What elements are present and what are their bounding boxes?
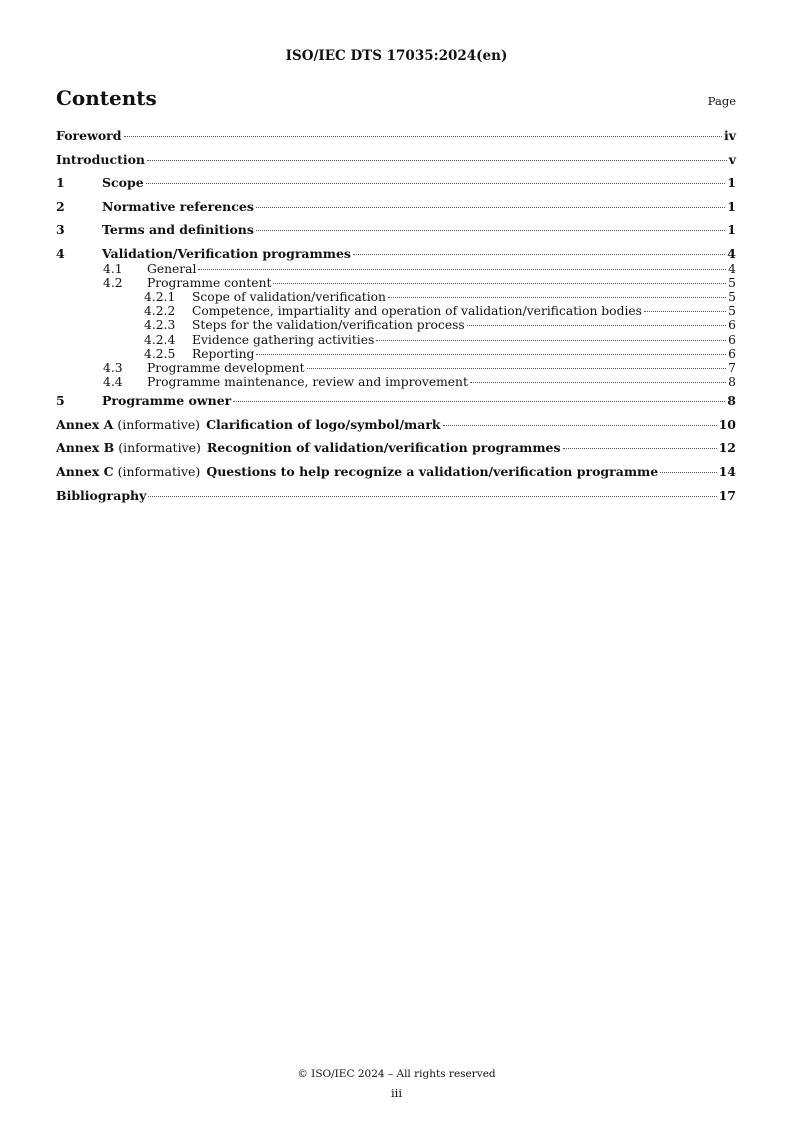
dot-leader [470, 381, 726, 383]
dot-leader [388, 296, 726, 298]
toc-entry-programme-maintenance[interactable] [56, 375, 736, 389]
dot-leader [563, 447, 717, 449]
toc-number: 4.2 [103, 275, 123, 290]
dot-leader [233, 400, 725, 402]
toc-title: Programme development [147, 360, 305, 375]
toc-title: Validation/Verification programmes [102, 245, 351, 261]
dot-leader [256, 206, 725, 208]
contents-title: Contents [56, 86, 157, 110]
toc-entry-reporting[interactable] [56, 347, 736, 361]
dot-leader [273, 282, 726, 284]
dot-leader [256, 229, 725, 231]
toc-entry-bibliography[interactable] [56, 488, 736, 512]
toc-title: Introduction [56, 151, 146, 167]
annex-label: Annex A [56, 416, 114, 432]
toc-title: Recognition of validation/verification programmes [206, 440, 561, 456]
annex-informative: (informative) [117, 416, 201, 432]
toc-page: 5 [728, 304, 736, 319]
dot-leader [467, 324, 726, 326]
dot-leader [660, 471, 716, 473]
dot-leader [443, 424, 717, 426]
toc-page: 6 [728, 346, 736, 361]
toc-title: Scope [102, 175, 144, 191]
document-header: ISO/IEC DTS 17035:2024(en) [285, 48, 508, 64]
toc-page: 5 [728, 289, 736, 304]
toc-number: 4 [56, 245, 65, 261]
annex-informative: (informative) [117, 464, 201, 480]
toc-page: 1 [727, 222, 736, 238]
toc-entry-steps[interactable] [56, 318, 736, 332]
toc-entry-scope-of-validation[interactable] [56, 290, 736, 304]
toc-page: 7 [728, 360, 736, 375]
toc-entry-foreword[interactable] [56, 128, 736, 152]
toc-title: Clarification of logo/symbol/mark [206, 416, 441, 432]
toc-title: Questions to help recognize a validation/verification programme [206, 464, 659, 480]
toc-entry-normative-references[interactable] [56, 199, 736, 223]
dot-leader [376, 339, 726, 341]
toc-page: v [728, 151, 736, 167]
toc-page: 5 [728, 275, 736, 290]
toc-entry-terms-definitions[interactable] [56, 222, 736, 246]
toc-title: Normative references [102, 198, 254, 214]
toc-page: 8 [727, 393, 736, 409]
toc-number: 3 [56, 222, 65, 238]
dot-leader [307, 367, 727, 369]
table-of-contents [56, 128, 736, 511]
toc-title: Steps for the validation/verification process [192, 318, 465, 333]
toc-page: iv [723, 128, 736, 143]
toc-entry-annex-c[interactable] [56, 464, 736, 488]
toc-title: General [147, 261, 197, 276]
toc-title: Bibliography [56, 487, 147, 503]
toc-page: 1 [727, 198, 736, 214]
toc-number: 4.1 [103, 261, 123, 276]
toc-number: 1 [56, 175, 65, 191]
toc-page: 6 [728, 318, 736, 333]
toc-number: 4.2.3 [144, 318, 176, 333]
toc-title: Programme maintenance, review and improvement [147, 375, 468, 390]
toc-page: 1 [727, 175, 736, 191]
annex-informative: (informative) [118, 440, 201, 456]
toc-entry-programme-development[interactable] [56, 361, 736, 375]
toc-number: 4.2.4 [144, 332, 176, 347]
toc-title: Foreword [56, 128, 122, 143]
contents-heading-row [56, 86, 736, 110]
dot-leader [147, 159, 727, 161]
toc-number: 2 [56, 198, 65, 214]
toc-title: Scope of validation/verification [192, 289, 386, 304]
annex-label: Annex B [56, 440, 115, 456]
dot-leader [148, 495, 716, 497]
toc-number: 4.2.1 [144, 289, 176, 304]
toc-entry-competence[interactable] [56, 304, 736, 318]
toc-entry-annex-a[interactable] [56, 417, 736, 441]
dot-leader [198, 268, 726, 270]
toc-entry-scope[interactable] [56, 175, 736, 199]
dot-leader [146, 182, 726, 184]
toc-title: Programme content [147, 275, 272, 290]
page-number: iii [390, 1086, 403, 1100]
toc-page: 8 [728, 375, 736, 390]
toc-page: 17 [718, 487, 736, 503]
dot-leader [353, 253, 725, 255]
toc-title: Evidence gathering activities [192, 332, 375, 347]
toc-page: 14 [718, 464, 736, 480]
toc-number: 4.2.5 [144, 346, 176, 361]
toc-number: 4.3 [103, 360, 123, 375]
toc-page: 6 [728, 332, 736, 347]
toc-number: 4.2.2 [144, 304, 176, 319]
page-column-label: Page [707, 94, 736, 108]
toc-page: 12 [718, 440, 736, 456]
toc-title: Competence, impartiality and operation of validation/verification bodies [192, 304, 642, 319]
toc-entry-introduction[interactable] [56, 152, 736, 176]
toc-title: Programme owner [102, 393, 232, 409]
toc-entry-general[interactable] [56, 262, 736, 276]
toc-title: Terms and definitions [102, 222, 254, 238]
annex-label: Annex C [56, 464, 114, 480]
toc-entry-annex-b[interactable] [56, 440, 736, 464]
toc-entry-programme-content[interactable] [56, 276, 736, 290]
toc-number: 5 [56, 393, 65, 409]
toc-entry-programme-owner[interactable] [56, 393, 736, 417]
copyright-notice: © ISO/IEC 2024 – All rights reserved [297, 1068, 496, 1080]
toc-entry-evidence-gathering[interactable] [56, 333, 736, 347]
dot-leader [644, 310, 726, 312]
dot-leader [124, 135, 722, 137]
dot-leader [256, 353, 726, 355]
toc-number: 4.4 [103, 375, 123, 390]
toc-page: 4 [727, 245, 736, 261]
toc-page: 10 [718, 416, 736, 432]
toc-title: Reporting [192, 346, 255, 361]
toc-page: 4 [728, 261, 736, 276]
